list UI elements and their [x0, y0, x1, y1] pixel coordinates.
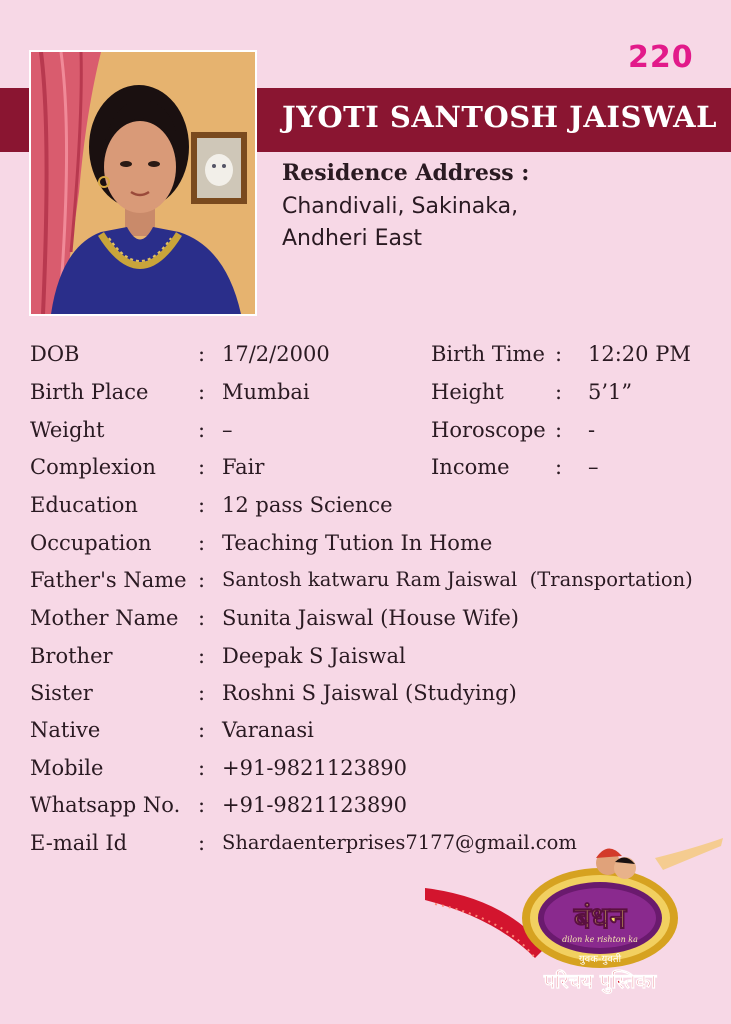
- separator: :: [198, 418, 206, 442]
- address-line: Chandivali, Sakinaka,: [282, 194, 519, 219]
- detail-value: 12 pass Science: [222, 493, 393, 517]
- detail-label: Income: [431, 455, 510, 479]
- detail-label: Horoscope: [431, 418, 546, 442]
- address-label: Residence Address :: [282, 160, 530, 186]
- detail-value: Shardaenterprises7177@gmail.com: [222, 831, 577, 854]
- logo-subtitle: युवक-युवती: [578, 954, 622, 965]
- detail-value: 12:20 PM: [588, 342, 691, 366]
- detail-value: -: [588, 418, 596, 442]
- separator: :: [198, 831, 206, 855]
- detail-value: Sunita Jaiswal (House Wife): [222, 606, 519, 630]
- detail-label: Brother: [30, 644, 113, 668]
- profile-name: JYOTI SANTOSH JAISWAL: [282, 100, 717, 134]
- detail-label: Complexion: [30, 455, 156, 479]
- separator: :: [198, 455, 206, 479]
- separator: :: [555, 380, 563, 404]
- logo-title: बंधन: [573, 901, 627, 936]
- detail-label: Occupation: [30, 531, 152, 555]
- detail-value: Santosh katwaru Ram Jaiswal (Transportation): [222, 568, 693, 591]
- detail-value: 17/2/2000: [222, 342, 330, 366]
- address-line: Andheri East: [282, 226, 423, 251]
- detail-label: Mother Name: [30, 606, 179, 630]
- detail-value: Roshni S Jaiswal (Studying): [222, 681, 517, 705]
- bandhan-logo: [425, 838, 725, 1018]
- detail-label: DOB: [30, 342, 80, 366]
- separator: :: [198, 380, 206, 404]
- separator: :: [555, 455, 563, 479]
- separator: :: [198, 718, 206, 742]
- detail-label: Sister: [30, 681, 93, 705]
- detail-label: Mobile: [30, 756, 104, 780]
- separator: :: [555, 342, 563, 366]
- logo-subtitle-2: परिचय पुस्तिका: [543, 969, 657, 993]
- detail-value: –: [222, 418, 233, 442]
- separator: :: [198, 493, 206, 517]
- detail-value: Varanasi: [222, 718, 314, 742]
- separator: :: [555, 418, 563, 442]
- detail-label: Birth Time: [431, 342, 545, 366]
- profile-photo: [29, 50, 257, 316]
- separator: :: [198, 606, 206, 630]
- detail-label: E-mail Id: [30, 831, 128, 855]
- detail-value: +91-9821123890: [222, 756, 408, 780]
- detail-label: Height: [431, 380, 504, 404]
- detail-label: Father's Name: [30, 568, 187, 592]
- detail-value: Teaching Tution In Home: [222, 531, 493, 555]
- separator: :: [198, 793, 206, 817]
- detail-label: Native: [30, 718, 101, 742]
- separator: :: [198, 342, 206, 366]
- logo-tagline: dilon ke rishton ka: [562, 935, 638, 944]
- page-number: 220: [628, 40, 694, 75]
- detail-label: Weight: [30, 418, 105, 442]
- detail-value: +91-9821123890: [222, 793, 408, 817]
- separator: :: [198, 644, 206, 668]
- detail-label: Birth Place: [30, 380, 149, 404]
- separator: :: [198, 531, 206, 555]
- detail-label: Education: [30, 493, 138, 517]
- detail-value: Fair: [222, 455, 265, 479]
- detail-value: Deepak S Jaiswal: [222, 644, 406, 668]
- separator: :: [198, 568, 206, 592]
- separator: :: [198, 681, 206, 705]
- detail-value: 5’1”: [588, 380, 633, 404]
- detail-value: –: [588, 455, 599, 479]
- detail-value: Mumbai: [222, 380, 310, 404]
- detail-label: Whatsapp No.: [30, 793, 181, 817]
- separator: :: [198, 756, 206, 780]
